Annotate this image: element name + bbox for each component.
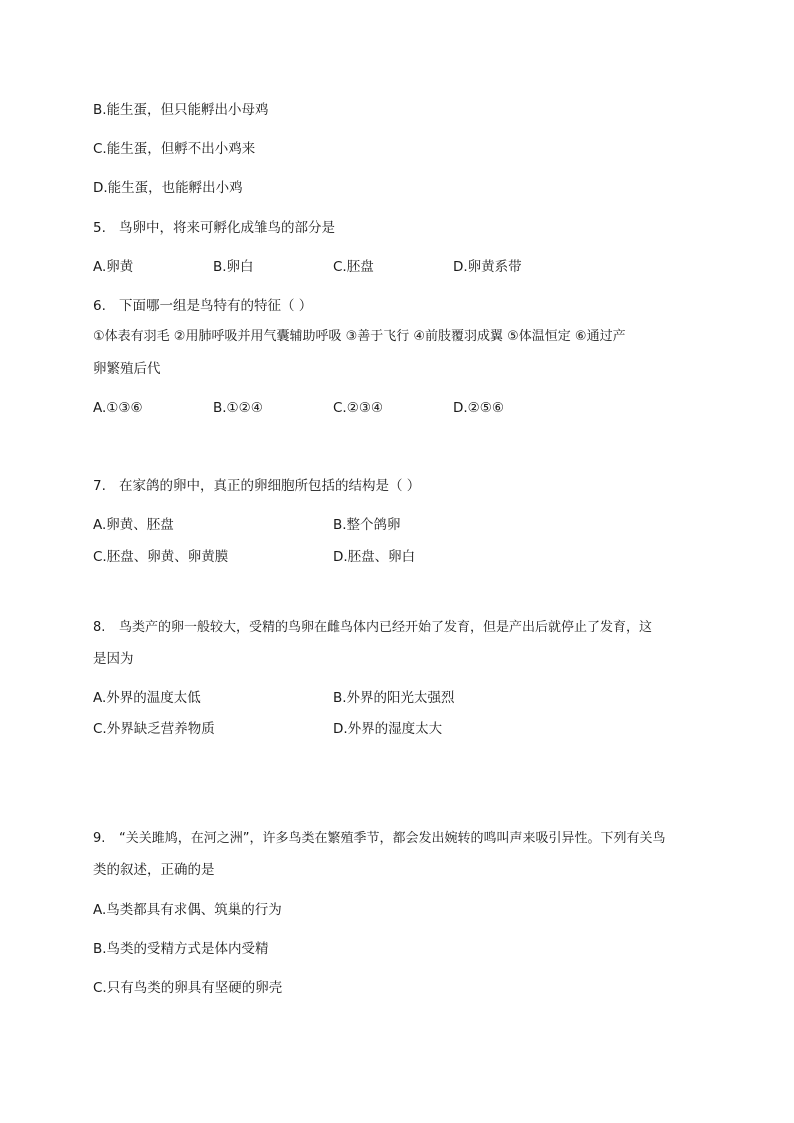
q7-option-d: D.胚盘、卵白 — [333, 549, 416, 565]
question-number: 6. — [93, 298, 106, 314]
q6-stem — [93, 296, 312, 316]
q9-stem-line1 — [93, 829, 665, 849]
question-text: 鸟卵中，将来可孵化成雏鸟的部分是 — [119, 220, 335, 236]
q9-option-b: B.鸟类的受精方式是体内受精 — [93, 941, 269, 957]
q5-option-b: B.卵白 — [213, 259, 254, 275]
q8-option-b: B.外界的阳光太强烈 — [333, 690, 455, 706]
question-number: 8. — [93, 620, 106, 635]
q6-option-a: A.①③⑥ — [93, 400, 143, 416]
q6-option-d: D.②⑤⑥ — [453, 400, 504, 416]
q9-option-c: C.只有鸟类的卵具有坚硬的卵壳 — [93, 980, 283, 996]
q8-option-a: A.外界的温度太低 — [93, 690, 201, 706]
question-number: 7. — [93, 478, 106, 494]
question-number: 5. — [93, 220, 106, 236]
q6-statement-line2: 卵繁殖后代 — [93, 361, 161, 377]
q5-option-a: A.卵黄 — [93, 259, 134, 275]
q8-stem-line2: 是因为 — [93, 651, 134, 667]
q4-option-b: B.能生蛋，但只能孵出小母鸡 — [93, 102, 269, 118]
q8-option-c: C.外界缺乏营养物质 — [93, 721, 215, 737]
q8-option-d: D.外界的湿度太大 — [333, 721, 443, 737]
q4-option-c: C.能生蛋，但孵不出小鸡来 — [93, 141, 256, 157]
q7-option-b: B.整个鸽卵 — [333, 517, 401, 533]
q9-stem-line2: 类的叙述，正确的是 — [93, 862, 215, 878]
q8-stem-line1 — [93, 618, 652, 638]
question-text: 鸟类产的卵一般较大，受精的鸟卵在雌鸟体内已经开始了发育，但是产出后就停止了发育，这 — [119, 620, 653, 635]
q9-option-a: A.鸟类都具有求偶、筑巢的行为 — [93, 902, 282, 918]
q5-option-d: D.卵黄系带 — [453, 259, 522, 275]
q7-option-a: A.卵黄、胚盘 — [93, 517, 174, 533]
question-number: 9. — [93, 831, 106, 846]
q7-stem — [93, 476, 420, 496]
q6-option-b: B.①②④ — [213, 400, 263, 416]
q5-stem — [93, 218, 335, 238]
q6-option-c: C.②③④ — [333, 400, 384, 416]
question-text: 下面哪一组是鸟特有的特征（ ） — [119, 298, 313, 314]
q6-statement-line1: ①体表有羽毛 ②用肺呼吸并用气囊辅助呼吸 ③善于飞行 ④前肢覆羽成翼 ⑤体温恒定 ⑥通过产 — [93, 329, 626, 344]
question-text: “关关雎鸠，在河之洲”，许多鸟类在繁殖季节，都会发出婉转的鸣叫声来吸引异性。下列有关鸟 — [119, 831, 666, 846]
q7-option-c: C.胚盘、卵黄、卵黄膜 — [93, 549, 229, 565]
question-text: 在家鸽的卵中，真正的卵细胞所包括的结构是（ ） — [119, 478, 421, 494]
q4-option-d: D.能生蛋，也能孵出小鸡 — [93, 180, 243, 196]
q5-option-c: C.胚盘 — [333, 259, 374, 275]
